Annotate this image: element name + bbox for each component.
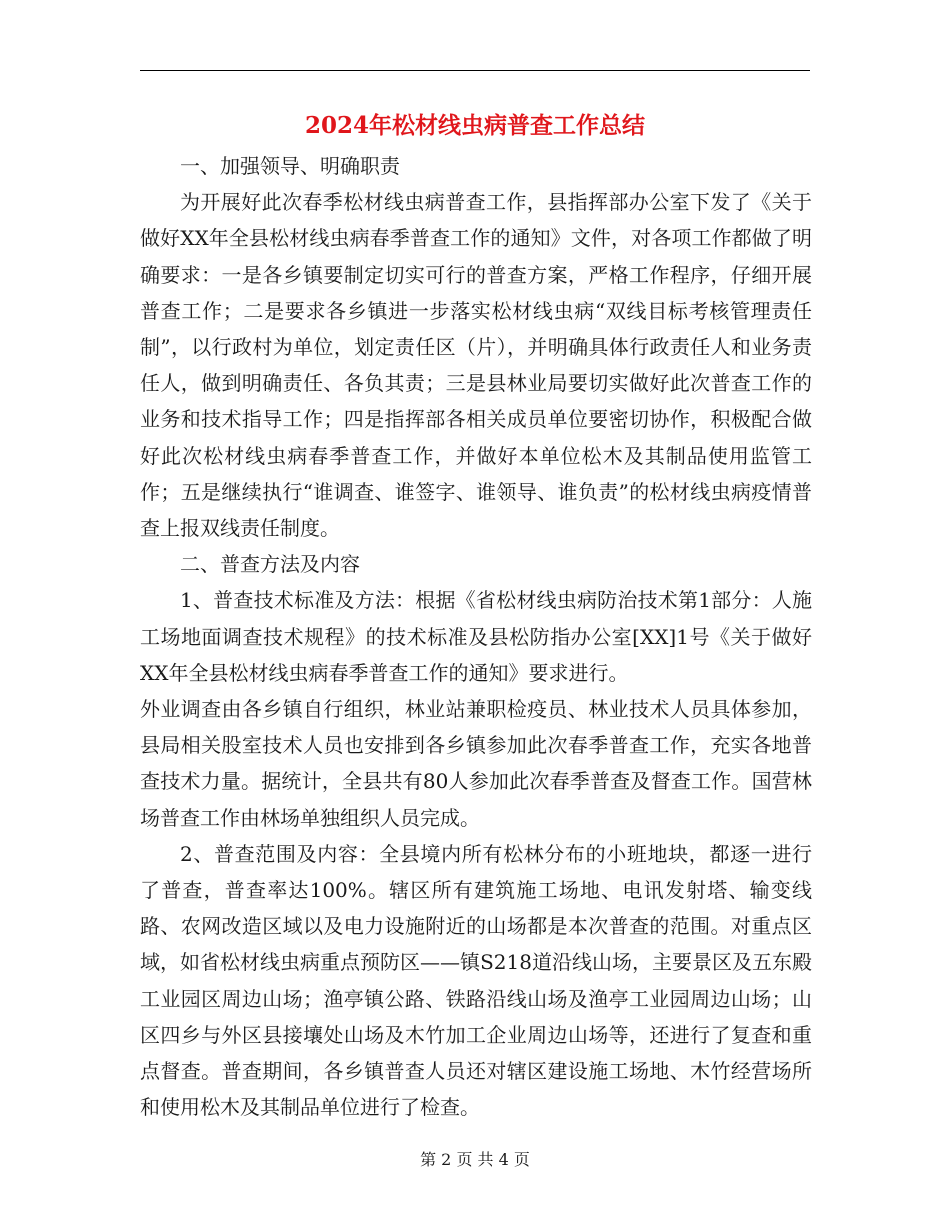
header-rule: [140, 70, 810, 71]
page-footer: 第 2 页 共 4 页: [420, 1150, 530, 1169]
document-body: [140, 148, 812, 1125]
document-title: 2024年松材线虫病普查工作总结: [304, 112, 645, 139]
body-paragraph: 2、普查范围及内容：全县境内所有松林分布的小班地块，都逐一进行了普查，普查率达100%。辖区所有建筑施工场地、电讯发射塔、输变线路、农网改造区域以及电力设施附近的山场都是本次普查的范围。对重点区域，如省松材线虫病重点预防区——镇S218道沿线山场，主要景区及五东殿工业园区周边山场；渔亭镇公路、铁路沿线山场及渔亭工业园周边山场；山区四乡与外区县接壤处山场及木竹加工企业周边山场等，还进行了复查和重点督查。普查期间，各乡镇普查人员还对辖区建设施工场地、木竹经营场所和使用松木及其制品单位进行了检查。: [140, 841, 812, 1120]
section-heading-2: 二、普查方法及内容: [180, 552, 360, 577]
body-paragraph: 1、普查技术标准及方法：根据《省松材线虫病防治技术第1部分：人施工场地面调查技术规程》的技术标准及县松防指办公室[XX]1号《关于做好XX年全县松材线虫病春季普查工作的通知》要求进行。: [140, 588, 812, 685]
section-heading-1: 一、加强领导、明确职责: [180, 154, 400, 178]
body-paragraph: 外业调查由各乡镇自行组织，林业站兼职检疫员、林业技术人员具体参加，县局相关股室技术人员也安排到各乡镇参加此次春季普查工作，充实各地普查技术力量。据统计，全县共有80人参加此次春季普查及督查工作。国营林场普查工作由林场单独组织人员完成。: [140, 697, 812, 830]
body-paragraph: 为开展好此次春季松材线虫病普查工作，县指挥部办公室下发了《关于做好XX年全县松材线虫病春季普查工作的通知》文件，对各项工作都做了明确要求：一是各乡镇要制定切实可行的普查方案，严格工作程序，仔细开展普查工作；二是要求各乡镇进一步落实松材线虫病“双线目标考核管理责任制”，以行政村为单位，划定责任区（片），并明确具体行政责任人和业务责任人，做到明确责任、各负其责；三是县林业局要切实做好此次普查工作的业务和技术指导工作；四是指挥部各相关成员单位要密切协作，积极配合做好此次松材线虫病春季普查工作，并做好本单位松木及其制品使用监管工作；五是继续执行“谁调查、谁签字、谁领导、谁负责”的松材线虫病疫情普查上报双线责任制度。: [140, 190, 812, 541]
